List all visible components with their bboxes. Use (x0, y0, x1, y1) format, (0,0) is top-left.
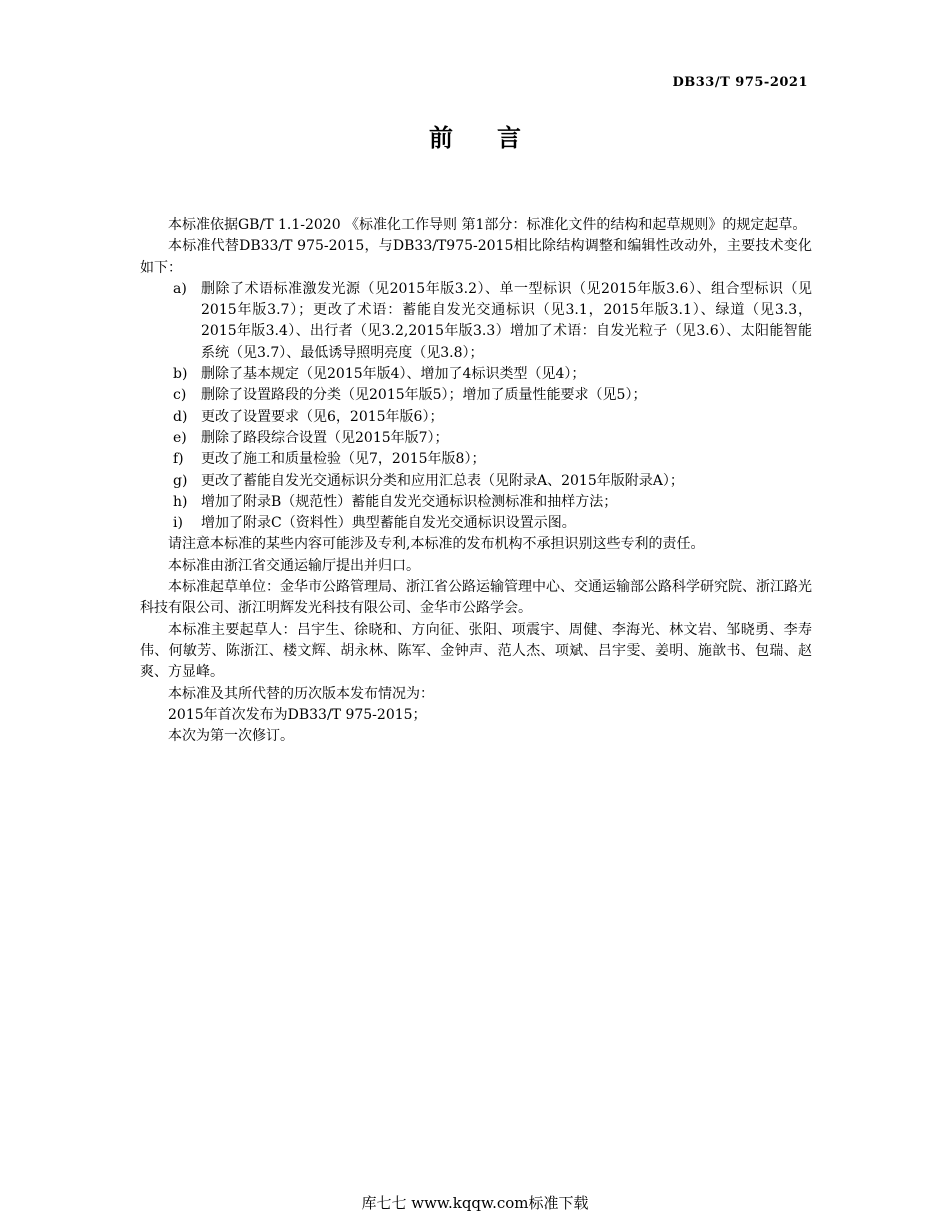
list-item-text: 更改了施工和质量检验（见7，2015年版8）； (201, 451, 486, 468)
list-item (140, 428, 812, 449)
list-marker: a) (173, 280, 187, 297)
paragraph-replacement: 本标准代替DB33/T 975-2015，与DB33/T975-2015相比除结构调整和编辑性改动外，主要技术变化如下： (140, 238, 812, 276)
list-item-text: 删除了基本规定（见2015年版4）、增加了4标识类型（见4）； (201, 366, 586, 383)
list-marker: f) (173, 451, 184, 468)
list-item (140, 385, 812, 406)
title-char-1: 前 (429, 123, 453, 152)
list-item-text: 增加了附录C（资料性）典型蓄能自发光交通标识设置示图。 (201, 515, 576, 532)
list-marker: g) (173, 472, 188, 489)
list-item (140, 513, 812, 534)
paragraph-patent-notice: 请注意本标准的某些内容可能涉及专利,本标准的发布机构不承担识别这些专利的责任。 (168, 536, 705, 553)
list-item-text: 删除了路段综合设置（见2015年版7）； (201, 429, 449, 446)
title-char-2: 言 (497, 123, 521, 152)
list-item (140, 364, 812, 385)
list-item-text: 删除了设置路段的分类（见2015年版5）；增加了质量性能要求（见5）； (201, 387, 647, 404)
changes-list (140, 279, 812, 535)
paragraph-drafting-basis: 本标准依据GB/T 1.1-2020 《标准化工作导则 第1部分：标准化文件的结构和起草规则》的规定起草。 (168, 217, 807, 233)
footer-watermark: 库七七 www.kqqw.com标准下载 (361, 1194, 589, 1212)
list-marker: b) (173, 366, 188, 383)
list-item (140, 492, 812, 513)
paragraph-revision: 本次为第一次修订。 (168, 728, 294, 745)
list-item (140, 407, 812, 428)
document-code: DB33/T 975-2021 (672, 75, 808, 90)
list-item (140, 449, 812, 470)
page-title (0, 118, 950, 153)
paragraph-drafters: 本标准主要起草人：吕宇生、徐晓和、方向征、张阳、项震宇、周健、李海光、林文岩、邹晓勇、李寿伟、何敏芳、陈浙江、楼文辉、胡永林、陈军、金钟声、范人杰、项斌、吕宇雯、姜明、施歆书、包瑞、赵爽、方显峰。 (140, 621, 812, 681)
list-item-text: 更改了蓄能自发光交通标识分类和应用汇总表（见附录A、2015年版附录A）； (201, 472, 684, 489)
list-marker: d) (173, 408, 188, 425)
paragraph-proposer: 本标准由浙江省交通运输厅提出并归口。 (168, 557, 420, 574)
list-item-text: 更改了设置要求（见6，2015年版6）； (201, 408, 444, 425)
list-item-text: 删除了术语标准激发光源（见2015年版3.2）、单一型标识（见2015年版3.6）、组合型标识（见2015年版3.7）；更改了术语：蓄能自发光交通标识（见3.1，2015年版3.1）、绿道（见3.3，2015年版3.4）、出行者（见3.2,2015年版3.3）增加了术语：自发光粒子（见3.6）、太阳能智能系统（见3.7）、最低诱导照明亮度（见3.8）； (201, 280, 812, 361)
list-marker: c) (173, 387, 187, 404)
list-item (140, 471, 812, 492)
list-marker: i) (173, 515, 183, 532)
paragraph-history-2015: 2015年首次发布为DB33/T 975-2015； (168, 706, 427, 723)
list-marker: e) (173, 429, 187, 446)
paragraph-history-intro: 本标准及其所代替的历次版本发布情况为： (168, 685, 434, 702)
list-item (140, 279, 812, 364)
paragraph-drafting-units: 本标准起草单位：金华市公路管理局、浙江省公路运输管理中心、交通运输部公路科学研究院、浙江路光科技有限公司、浙江明辉发光科技有限公司、金华市公路学会。 (140, 579, 812, 617)
list-marker: h) (173, 493, 188, 510)
document-body (140, 215, 812, 747)
list-item-text: 增加了附录B（规范性）蓄能自发光交通标识检测标准和抽样方法； (201, 493, 618, 510)
